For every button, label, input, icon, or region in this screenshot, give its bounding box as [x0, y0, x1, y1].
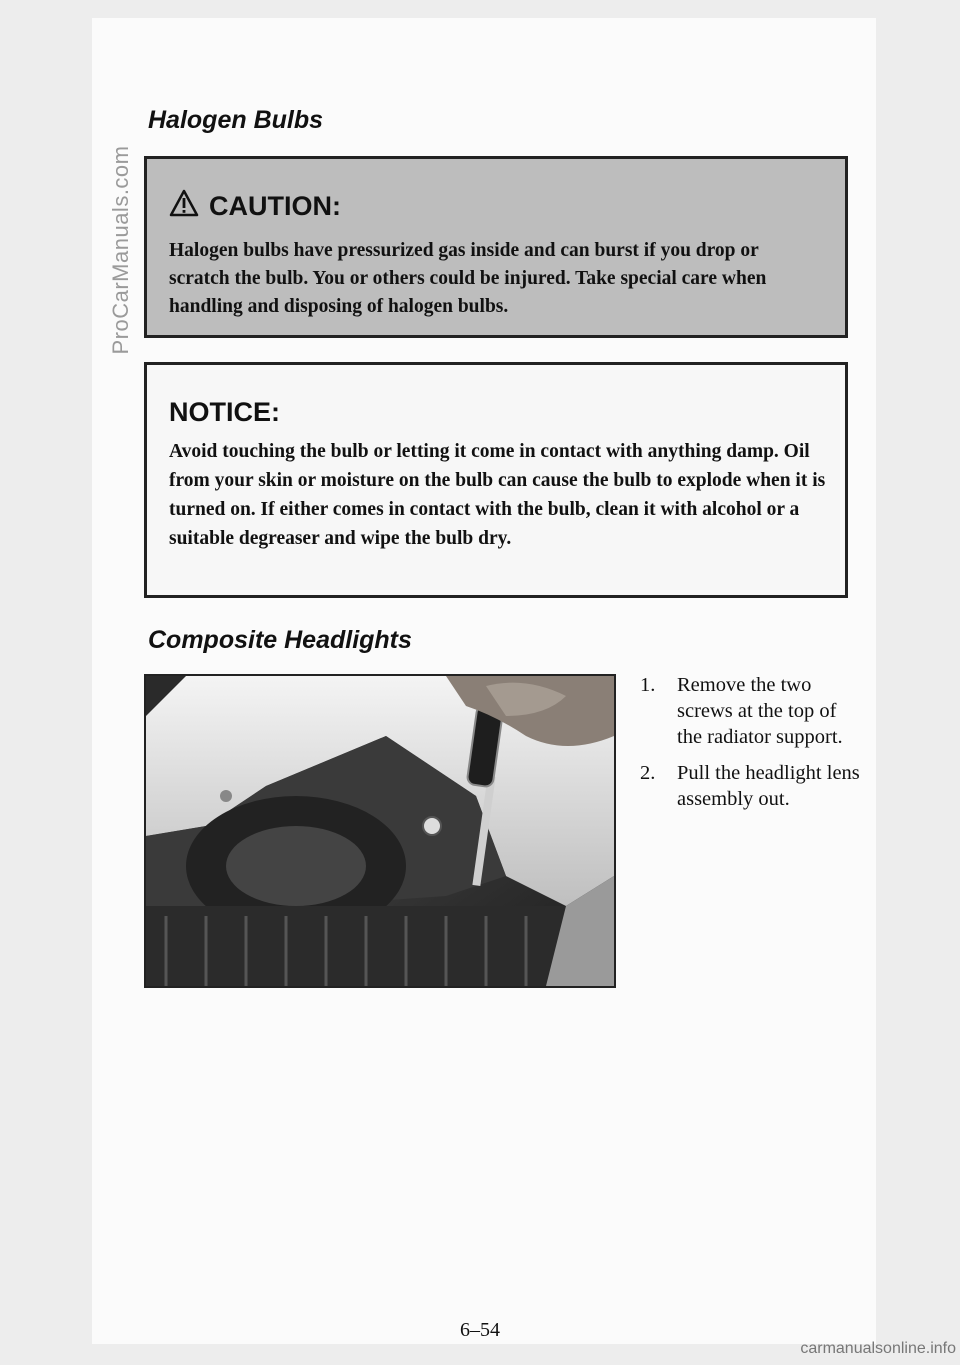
- list-item: [640, 760, 860, 812]
- caution-title: [169, 189, 341, 224]
- instruction-steps: [640, 672, 860, 822]
- side-watermark: ProCarManuals.com: [108, 145, 133, 355]
- step-text: Pull the headlight lens assembly out.: [677, 762, 860, 810]
- step-number: 1.: [640, 674, 656, 696]
- halogen-bulbs-heading: Halogen Bulbs: [148, 106, 324, 134]
- step-text: Remove the two screws at the top of the radiator support.: [677, 674, 843, 748]
- composite-headlights-heading: Composite Headlights: [148, 626, 412, 654]
- caution-text: Halogen bulbs have pressurized gas inside and can burst if you drop or scratch the bulb. You or others could be injured. Take special care when handling and disposing of halogen bulbs.: [169, 240, 767, 317]
- list-item: [640, 672, 860, 750]
- warning-triangle-icon: [169, 189, 199, 224]
- notice-box: [144, 362, 848, 598]
- step-number: 2.: [640, 762, 656, 784]
- caution-label: CAUTION:: [209, 191, 341, 221]
- page-number: 6–54: [460, 1319, 500, 1341]
- caution-box: [144, 156, 848, 338]
- footer-watermark: carmanualsonline.info: [800, 1340, 956, 1357]
- notice-title: NOTICE:: [169, 397, 280, 427]
- headlight-screwdriver-photo: [144, 674, 616, 988]
- notice-text: Avoid touching the bulb or letting it come in contact with anything damp. Oil from your skin or moisture on the bulb can cause the bulb to explode when it is turned on. If either comes in contact with the bulb, clean it with alcohol or a suitable degreaser and wipe the bulb dry.: [169, 441, 826, 549]
